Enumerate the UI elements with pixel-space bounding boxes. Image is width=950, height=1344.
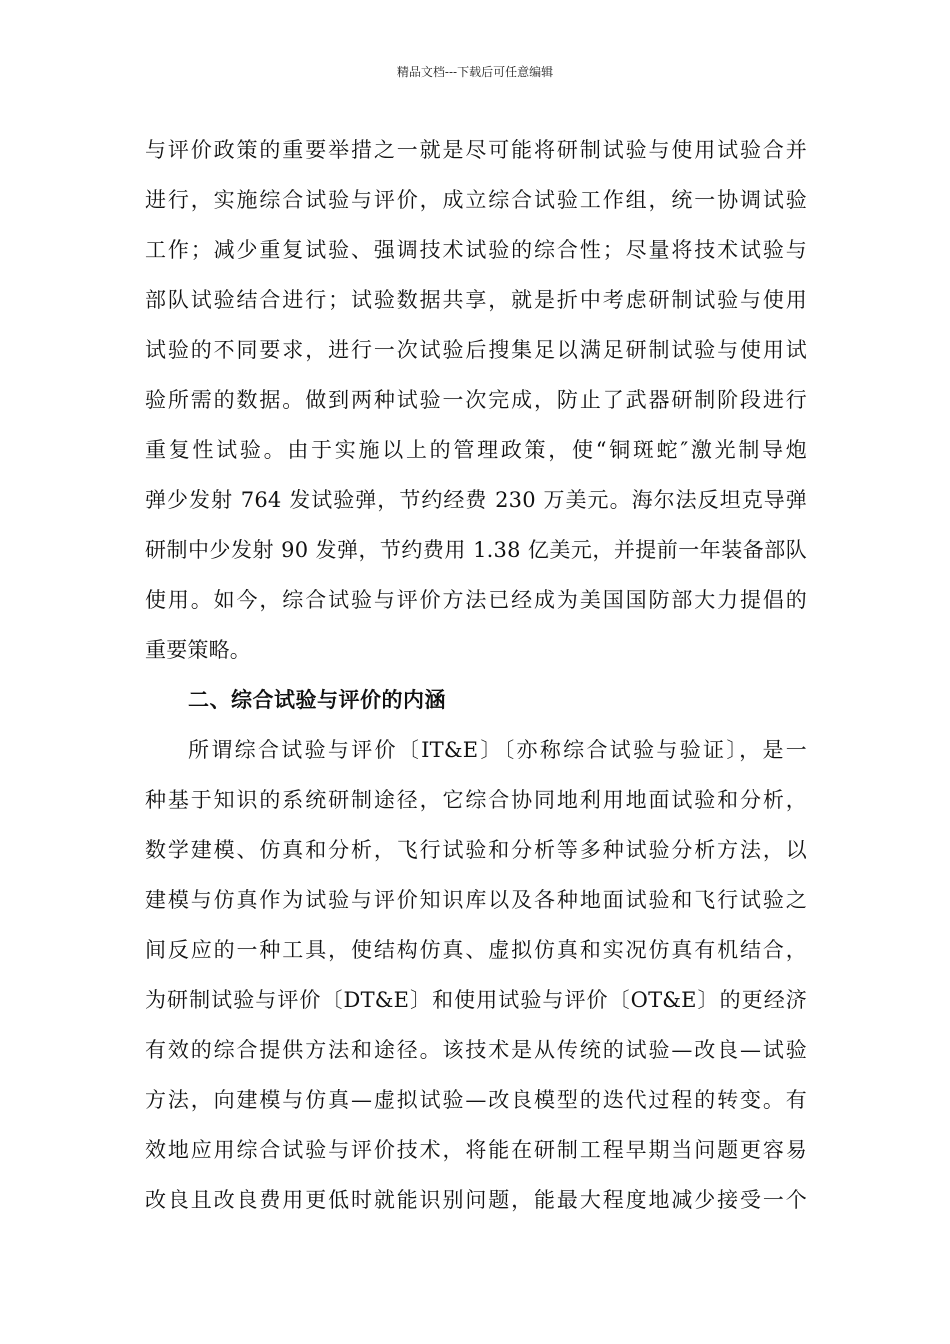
paragraph-line: 与评价政策的重要举措之一就是尽可能将研制试验与使用试验合并 xyxy=(145,138,807,162)
paragraph-line: 进行，实施综合试验与评价，成立综合试验工作组，统一协调试验 xyxy=(145,188,807,212)
paragraph-line: 重要策略。 xyxy=(145,638,251,662)
paragraph-line: 效地应用综合试验与评价技术，将能在研制工程早期当问题更容易 xyxy=(145,1138,807,1162)
paragraph-line: 建模与仿真作为试验与评价知识库以及各种地面试验和飞行试验之 xyxy=(145,888,807,912)
paragraph-line: 种基于知识的系统研制途径，它综合协同地利用地面试验和分析， xyxy=(145,788,807,812)
paragraph-line: 验所需的数据。做到两种试验一次完成，防止了武器研制阶段进行 xyxy=(145,388,807,412)
paragraph-line: 为研制试验与评价〔DT&E〕和使用试验与评价〔OT&E〕的更经济 xyxy=(145,988,807,1012)
paragraph-line: 研制中少发射 90 发弹，节约费用 1.38 亿美元，并提前一年装备部队 xyxy=(145,538,807,562)
paragraph-line: 重复性试验。由于实施以上的管理政策，使“铜斑蛇″激光制导炮 xyxy=(145,438,807,462)
paragraph-line: 使用。如今，综合试验与评价方法已经成为美国国防部大力提倡的 xyxy=(145,588,807,612)
paragraph-line: 方法，向建模与仿真—虚拟试验—改良模型的迭代过程的转变。有 xyxy=(145,1088,807,1112)
paragraph-line: 所谓综合试验与评价〔IT&E〕〔亦称综合试验与验证〕，是一 xyxy=(188,738,807,762)
paragraph-line: 数学建模、仿真和分析，飞行试验和分析等多种试验分析方法，以 xyxy=(145,838,807,862)
paragraph-line: 弹少发射 764 发试验弹，节约经费 230 万美元。海尔法反坦克导弹 xyxy=(145,488,807,512)
paragraph-line: 试验的不同要求，进行一次试验后搜集足以满足研制试验与使用试 xyxy=(145,338,807,362)
paragraph-line: 间反应的一种工具，使结构仿真、虚拟仿真和实况仿真有机结合， xyxy=(145,938,807,962)
paragraph-line: 改良且改良费用更低时就能识别问题，能最大程度地减少接受一个 xyxy=(145,1188,807,1212)
page-header: 精品文档---下载后可任意编辑 xyxy=(396,65,554,79)
section-heading: 二、综合试验与评价的内涵 xyxy=(188,687,446,712)
paragraph-line: 有效的综合提供方法和途径。该技术是从传统的试验—改良—试验 xyxy=(145,1038,807,1062)
paragraph-line: 工作；减少重复试验、强调技术试验的综合性；尽量将技术试验与 xyxy=(145,238,807,262)
paragraph-line: 部队试验结合进行；试验数据共享，就是折中考虑研制试验与使用 xyxy=(145,288,807,312)
